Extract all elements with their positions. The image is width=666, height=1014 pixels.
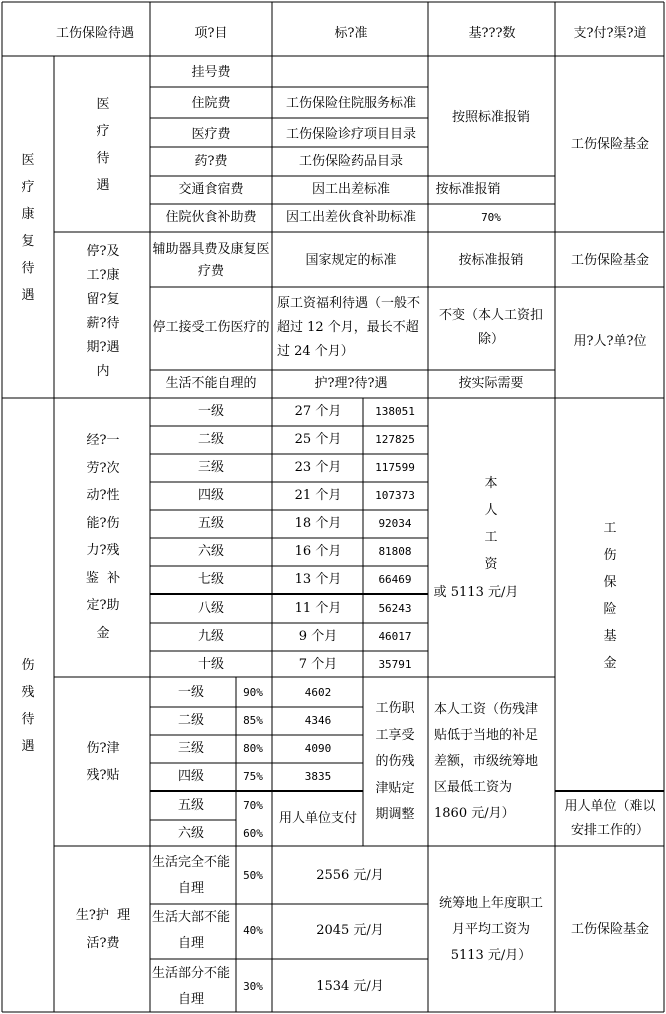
care-level: 生活完全不能自理 bbox=[151, 855, 230, 896]
lump-amount: 46017 bbox=[378, 630, 412, 643]
allowance-grade: 六级 bbox=[177, 826, 205, 841]
base-stop-work: 不变（本人工资扣除） bbox=[438, 308, 543, 347]
header-item: 项?目 bbox=[194, 26, 228, 41]
lump-base: 本 人 工 资 bbox=[484, 476, 498, 572]
std-drug: 工伤保险药品目录 bbox=[298, 154, 404, 169]
lump-months: 23 个月 bbox=[294, 460, 342, 475]
lump-months: 11 个月 bbox=[294, 601, 342, 616]
lump-grade: 四级 bbox=[197, 488, 225, 503]
header-base: 基???数 bbox=[468, 26, 516, 41]
pay-aids: 工伤保险基金 bbox=[570, 253, 650, 268]
item-self-care: 生活不能自理的 bbox=[165, 376, 257, 391]
allowance-grade: 四级 bbox=[177, 769, 205, 784]
std-meal: 因工出差伙食补助标准 bbox=[285, 210, 417, 225]
medical-treatment-label: 医 疗 待 遇 bbox=[96, 97, 110, 193]
allowance-label: 伤?津 残?贴 bbox=[86, 741, 120, 783]
std-transport: 因工出差标准 bbox=[311, 182, 391, 197]
lump-amount: 92034 bbox=[378, 517, 412, 530]
care-amount: 2556 元/月 bbox=[316, 868, 384, 883]
lump-months: 13 个月 bbox=[294, 572, 342, 587]
lump-amount: 127825 bbox=[375, 433, 415, 446]
allowance-grade: 三级 bbox=[177, 741, 205, 756]
item-medical: 医疗费 bbox=[191, 127, 231, 142]
allowance-amount: 4602 bbox=[304, 686, 332, 699]
allowance-grade: 二级 bbox=[177, 713, 205, 728]
lump-grade: 十级 bbox=[197, 657, 225, 672]
base-meal: 70% bbox=[481, 211, 501, 224]
lump-amount: 66469 bbox=[378, 573, 412, 586]
care-level: 生活部分不能自理 bbox=[151, 966, 230, 1007]
disability-group-label: 伤 残 待 遇 bbox=[21, 658, 35, 754]
allowance-note: 工伤职工享受的伤残津贴定期调整 bbox=[375, 700, 415, 822]
lump-grade: 一级 bbox=[197, 404, 225, 419]
base-transport: 按标准报销 bbox=[435, 182, 501, 197]
allowance-grade: 一级 bbox=[177, 685, 205, 700]
allowance-pct: 70% bbox=[243, 799, 263, 812]
item-transport: 交通食宿费 bbox=[178, 182, 244, 197]
lump-grade: 三级 bbox=[197, 460, 225, 475]
lump-grade: 七级 bbox=[197, 572, 225, 587]
allowance-employer: 用人单位支付 bbox=[279, 811, 358, 826]
care-pct: 30% bbox=[243, 980, 263, 993]
lump-base-alt: 或 5113 元/月 bbox=[433, 585, 519, 600]
lump-months: 27 个月 bbox=[294, 404, 342, 419]
lump-pay: 工 伤 保 险 基 金 bbox=[603, 521, 617, 671]
allowance-pct: 60% bbox=[243, 827, 263, 840]
allowance-pay-employer: 用人单位（难以安排工作的） bbox=[564, 799, 656, 838]
item-hospital: 住院费 bbox=[191, 96, 231, 111]
lump-months: 21 个月 bbox=[294, 488, 342, 503]
lump-months: 18 个月 bbox=[294, 516, 342, 531]
item-meal: 住院伙食补助费 bbox=[165, 210, 257, 225]
header-benefit: 工伤保险待遇 bbox=[55, 26, 135, 41]
care-amount: 1534 元/月 bbox=[316, 979, 384, 994]
allowance-grade: 五级 bbox=[177, 798, 205, 813]
base-reimburse: 按照标准报销 bbox=[451, 110, 531, 125]
allowance-amount: 4346 bbox=[304, 714, 332, 727]
lump-months: 7 个月 bbox=[298, 657, 338, 672]
base-aids: 按标准报销 bbox=[458, 253, 524, 268]
lump-grade: 八级 bbox=[197, 601, 225, 616]
lump-amount: 117599 bbox=[375, 461, 415, 474]
lump-amount: 35791 bbox=[378, 658, 412, 671]
lump-months: 16 个月 bbox=[294, 544, 342, 559]
header-payment: 支?付?渠?道 bbox=[573, 26, 647, 41]
item-drug: 药?费 bbox=[194, 154, 228, 169]
lump-grade: 二级 bbox=[197, 432, 225, 447]
std-hospital: 工伤保险住院服务标准 bbox=[285, 96, 417, 111]
base-self-care: 按实际需要 bbox=[458, 376, 524, 391]
item-aids: 辅助器具费及康复医疗费 bbox=[152, 242, 270, 279]
header-standard: 标?准 bbox=[334, 26, 368, 41]
care-label: 生?护 理 活?费 bbox=[75, 908, 131, 951]
allowance-base: 本人工资（伤残津贴低于当地的补足差额，市级统筹地区最低工资为 1860 元/月） bbox=[434, 702, 539, 821]
lump-grade: 九级 bbox=[197, 629, 225, 644]
item-registration: 挂号费 bbox=[191, 65, 231, 80]
leave-label: 停?及 工?康 留?复 薪?待 期?遇 内 bbox=[86, 244, 120, 379]
allowance-pct: 85% bbox=[243, 714, 263, 727]
lump-amount: 138051 bbox=[375, 405, 415, 418]
care-pct: 40% bbox=[243, 924, 263, 937]
allowance-amount: 3835 bbox=[304, 770, 332, 783]
care-pct: 50% bbox=[243, 869, 263, 882]
lump-amount: 107373 bbox=[375, 489, 415, 502]
std-aids: 国家规定的标准 bbox=[305, 253, 397, 268]
allowance-pct: 90% bbox=[243, 686, 263, 699]
std-self-care: 护?理?待?遇 bbox=[314, 376, 388, 391]
pay-employer: 用?人?单?位 bbox=[573, 334, 647, 349]
std-medical: 工伤保险诊疗项目目录 bbox=[285, 127, 417, 142]
lump-grade: 五级 bbox=[197, 516, 225, 531]
care-level: 生活大部不能自理 bbox=[151, 910, 230, 951]
lump-months: 9 个月 bbox=[298, 629, 338, 644]
lump-amount: 56243 bbox=[378, 602, 412, 615]
allowance-pct: 80% bbox=[243, 742, 263, 755]
care-base: 统筹地上年度职工月平均工资为 5113 元/月） bbox=[438, 896, 543, 963]
lump-months: 25 个月 bbox=[294, 432, 342, 447]
lump-amount: 81808 bbox=[378, 545, 412, 558]
std-stop-work: 原工资福利待遇（一般不超过 12 个月，最长不超过 24 个月） bbox=[277, 296, 421, 359]
allowance-pct: 75% bbox=[243, 770, 263, 783]
care-pay: 工伤保险基金 bbox=[570, 922, 650, 937]
pay-fund-medical: 工伤保险基金 bbox=[570, 137, 650, 152]
allowance-amount: 4090 bbox=[304, 742, 332, 755]
medical-group-label: 医 疗 康 复 待 遇 bbox=[21, 153, 35, 303]
lump-sum-label: 经?一 劳?次 动?性 能?伤 力?残 鉴 补 定?助 金 bbox=[85, 433, 121, 641]
lump-grade: 六级 bbox=[197, 544, 225, 559]
care-amount: 2045 元/月 bbox=[316, 923, 384, 938]
item-stop-work: 停工接受工伤医疗的 bbox=[152, 320, 270, 335]
